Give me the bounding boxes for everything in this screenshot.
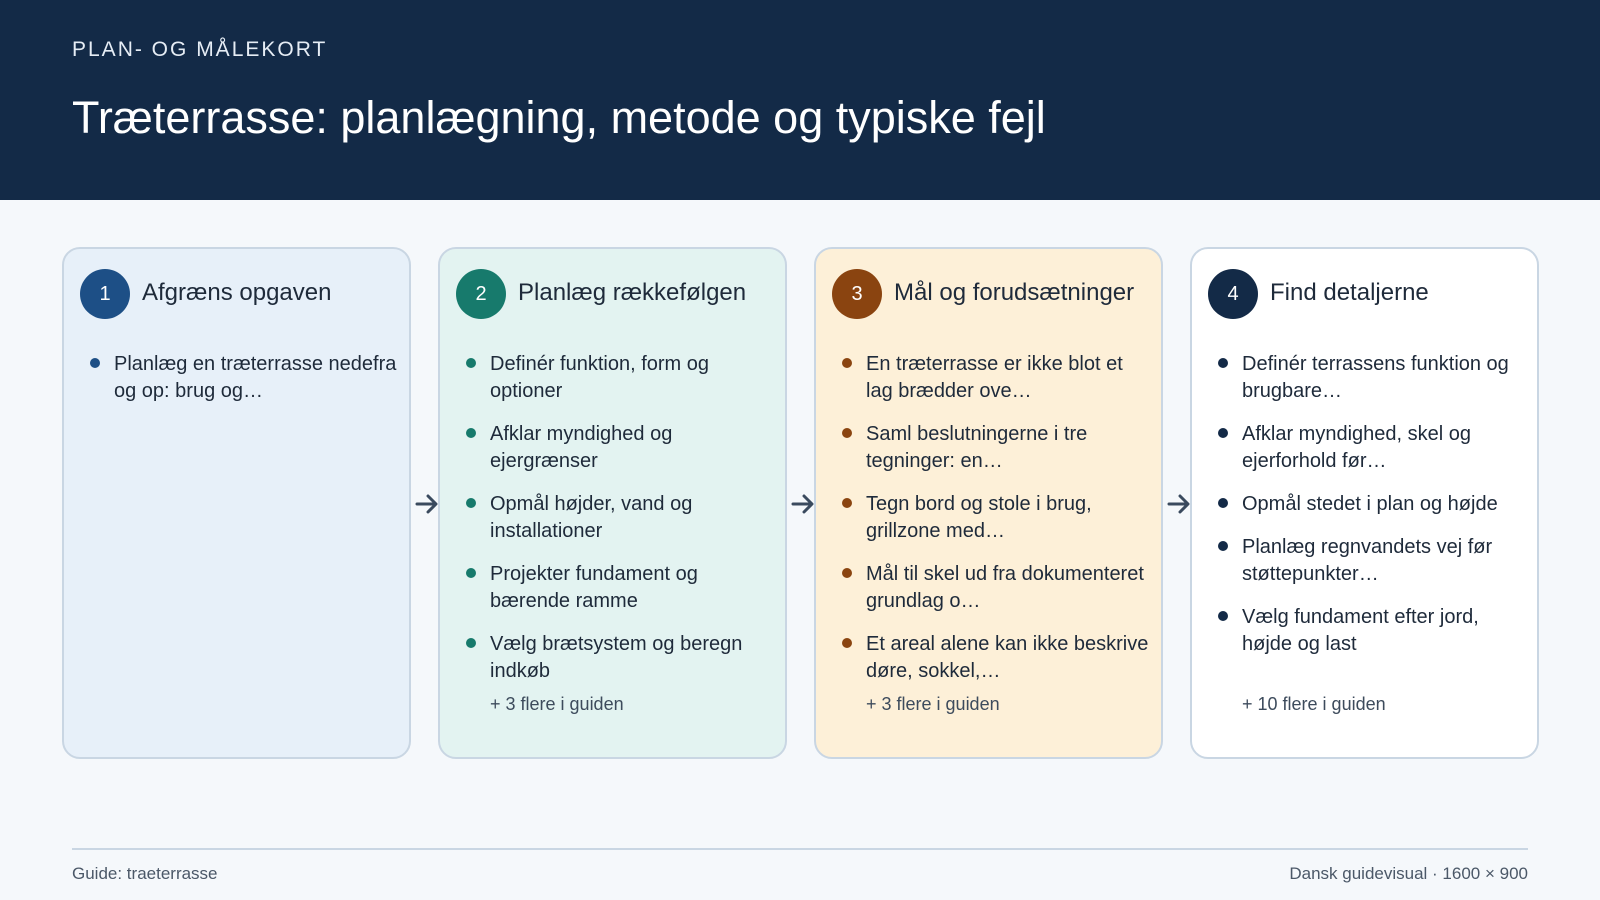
step-card-raekkefolge bbox=[438, 247, 787, 759]
bullet-dot-icon bbox=[1218, 428, 1228, 438]
bullet-dot-icon bbox=[1218, 541, 1228, 551]
bullet-dot-icon bbox=[842, 568, 852, 578]
list-item bbox=[466, 351, 776, 405]
step-list bbox=[1218, 351, 1528, 674]
bullet-dot-icon bbox=[466, 568, 476, 578]
step-title: Mål og forudsætninger bbox=[894, 279, 1135, 306]
more-in-guide-link[interactable]: + 10 flere i guiden bbox=[1242, 694, 1386, 714]
list-item-text: Tegn bord og stole i brug, grillzone med… bbox=[866, 493, 1092, 542]
footer-divider bbox=[72, 848, 1528, 850]
step-badge: 3 bbox=[832, 269, 882, 319]
list-item bbox=[842, 421, 1152, 475]
list-item bbox=[1218, 351, 1528, 405]
step-card-detaljer bbox=[1190, 247, 1539, 759]
bullet-dot-icon bbox=[1218, 358, 1228, 368]
bullet-dot-icon bbox=[1218, 498, 1228, 508]
footer-meta-label: Dansk guidevisual · 1600 × 900 bbox=[1289, 864, 1528, 883]
step-badge: 1 bbox=[80, 269, 130, 319]
more-in-guide-link[interactable]: + 3 flere i guiden bbox=[866, 694, 1000, 714]
bullet-dot-icon bbox=[466, 638, 476, 648]
list-item-text: Definér funktion, form og optioner bbox=[490, 353, 709, 402]
list-item bbox=[466, 491, 776, 545]
bullet-dot-icon bbox=[1218, 611, 1228, 621]
list-item-text: Vælg brætsystem og beregn indkøb bbox=[490, 633, 743, 682]
list-item bbox=[842, 631, 1152, 685]
bullet-dot-icon bbox=[466, 358, 476, 368]
bullet-dot-icon bbox=[842, 428, 852, 438]
list-item bbox=[466, 631, 776, 685]
list-item-text: Saml beslutningerne i tre tegninger: en… bbox=[866, 423, 1088, 472]
step-list bbox=[90, 351, 400, 421]
list-item bbox=[1218, 421, 1528, 475]
step-title: Planlæg rækkefølgen bbox=[518, 279, 747, 306]
footer-guide-label: Guide: traeterrasse bbox=[72, 864, 218, 883]
bullet-dot-icon bbox=[842, 498, 852, 508]
list-item bbox=[1218, 534, 1528, 588]
kicker-label: PLAN- OG MÅLEKORT bbox=[72, 38, 328, 61]
list-item bbox=[466, 561, 776, 615]
list-item-text: Definér terrassens funktion og brugbare… bbox=[1242, 353, 1509, 402]
list-item-text: Afklar myndighed, skel og ejerforhold før… bbox=[1242, 423, 1472, 472]
list-item-text: Mål til skel ud fra dokumenteret grundlag o… bbox=[866, 563, 1144, 612]
list-item bbox=[842, 561, 1152, 615]
step-list bbox=[466, 351, 776, 701]
list-item-text: Afklar myndighed og ejergrænser bbox=[490, 423, 673, 472]
step-list bbox=[842, 351, 1152, 701]
arrow-right-icon bbox=[1166, 491, 1192, 517]
list-item-text: Planlæg regnvandets vej før støttepunkter… bbox=[1242, 536, 1493, 585]
list-item bbox=[466, 421, 776, 475]
list-item bbox=[1218, 604, 1528, 658]
step-badge: 4 bbox=[1208, 269, 1258, 319]
bullet-dot-icon bbox=[842, 638, 852, 648]
list-item bbox=[842, 351, 1152, 405]
step-badge: 2 bbox=[456, 269, 506, 319]
header-banner bbox=[0, 0, 1600, 200]
step-card-maal bbox=[814, 247, 1163, 759]
bullet-dot-icon bbox=[842, 358, 852, 368]
bullet-dot-icon bbox=[466, 428, 476, 438]
list-item-text: Vælg fundament efter jord, højde og last bbox=[1242, 606, 1479, 655]
list-item bbox=[842, 491, 1152, 545]
more-in-guide-link[interactable]: + 3 flere i guiden bbox=[490, 694, 624, 714]
step-title: Find detaljerne bbox=[1270, 279, 1429, 306]
step-card-afgraens bbox=[62, 247, 411, 759]
bullet-dot-icon bbox=[466, 498, 476, 508]
list-item-text: Opmål højder, vand og installationer bbox=[490, 493, 693, 542]
list-item-text: Projekter fundament og bærende ramme bbox=[490, 563, 698, 612]
list-item bbox=[1218, 491, 1528, 518]
list-item-text: Et areal alene kan ikke beskrive døre, sokkel,… bbox=[866, 633, 1149, 682]
list-item-text: En træterrasse er ikke blot et lag brædder ove… bbox=[866, 353, 1123, 402]
list-item bbox=[90, 351, 400, 405]
arrow-right-icon bbox=[790, 491, 816, 517]
arrow-right-icon bbox=[414, 491, 440, 517]
list-item-text: Planlæg en træterrasse nedefra og op: brug og… bbox=[114, 353, 397, 402]
page-title: Træterrasse: planlægning, metode og typiske fejl bbox=[72, 92, 1046, 143]
step-title: Afgræns opgaven bbox=[142, 279, 332, 306]
bullet-dot-icon bbox=[90, 358, 100, 368]
list-item-text: Opmål stedet i plan og højde bbox=[1242, 493, 1498, 515]
